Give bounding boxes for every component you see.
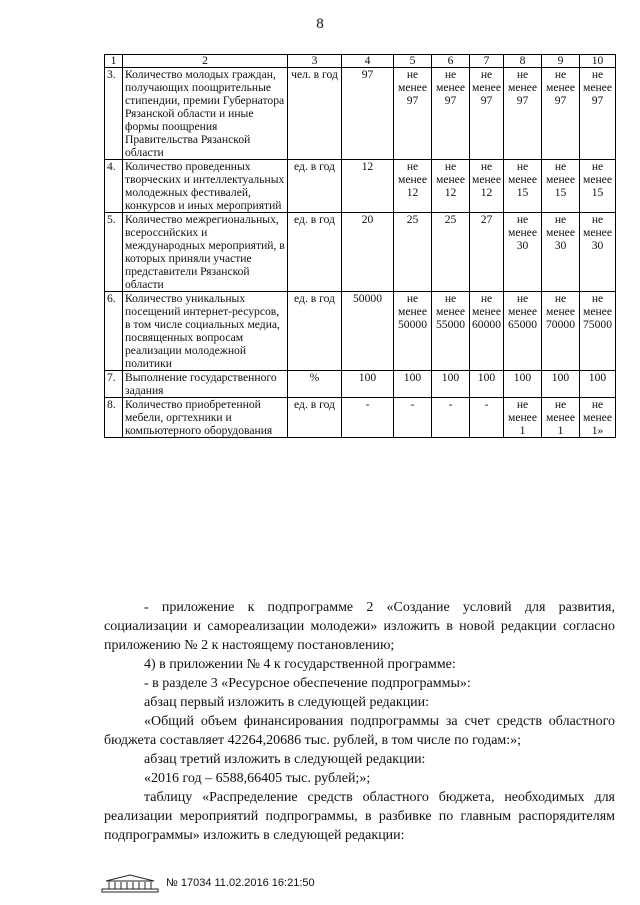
cell-n: 5. — [105, 213, 123, 292]
cell-c8: 100 — [504, 371, 542, 398]
cell-c10: не менее 97 — [580, 68, 616, 160]
cell-unit: ед. в год — [288, 292, 342, 371]
cell-c6: - — [432, 398, 470, 438]
cell-n: 7. — [105, 371, 123, 398]
cell-c6: не менее 97 — [432, 68, 470, 160]
cell-n: 3. — [105, 68, 123, 160]
table-row — [105, 398, 616, 438]
cell-c6: не менее 55000 — [432, 292, 470, 371]
cell-c8: не менее 97 — [504, 68, 542, 160]
cell-unit: ед. в год — [288, 160, 342, 213]
header-cell: 4 — [342, 55, 394, 68]
paragraph: «2016 год – 6588,66405 тыс. рублей;»; — [144, 771, 371, 786]
cell-name: Выполнение государственного задания — [123, 371, 288, 398]
table-row — [105, 292, 616, 371]
cell-c10: не менее 15 — [580, 160, 616, 213]
cell-n: 6. — [105, 292, 123, 371]
cell-c5: 100 — [394, 371, 432, 398]
cell-c5: 25 — [394, 213, 432, 292]
document-footer — [100, 872, 315, 894]
header-cell: 2 — [123, 55, 288, 68]
cell-unit: % — [288, 371, 342, 398]
cell-c7: не менее 97 — [470, 68, 504, 160]
cell-c7: 27 — [470, 213, 504, 292]
cell-c8: не менее 30 — [504, 213, 542, 292]
cell-n: 8. — [105, 398, 123, 438]
cell-c6: не менее 12 — [432, 160, 470, 213]
cell-unit: ед. в год — [288, 213, 342, 292]
cell-c9: 100 — [542, 371, 580, 398]
paragraph: - в разделе 3 «Ресурсное обеспечение подпрограммы»: — [144, 676, 471, 691]
cell-c6: 100 — [432, 371, 470, 398]
table-row — [105, 371, 616, 398]
cell-c8: не менее 15 — [504, 160, 542, 213]
cell-name: Количество проведенных творческих и интеллектуальных молодежных фестивалей, конкурсов и иных мероприятий — [123, 160, 288, 213]
paragraph: абзац третий изложить в следующей редакции: — [144, 752, 426, 767]
cell-unit: ед. в год — [288, 398, 342, 438]
indicators-table — [104, 54, 616, 438]
cell-c7: не менее 60000 — [470, 292, 504, 371]
cell-name: Количество межрегиональных, всероссийских и международных мероприятий, в которых приняли участие представители Рязанской области — [123, 213, 288, 292]
cell-c4: - — [342, 398, 394, 438]
header-cell: 10 — [580, 55, 616, 68]
table-row — [105, 213, 616, 292]
cell-c4: 100 — [342, 371, 394, 398]
cell-c10: не менее 30 — [580, 213, 616, 292]
header-cell: 8 — [504, 55, 542, 68]
cell-name: Количество приобретенной мебели, оргтехники и компьютерного оборудования — [123, 398, 288, 438]
cell-c5: не менее 97 — [394, 68, 432, 160]
page-number: 8 — [316, 16, 324, 32]
table-header-row — [105, 55, 616, 68]
registration-stamp: № 17034 11.02.2016 16:21:50 — [166, 877, 315, 889]
cell-c9: не менее 30 — [542, 213, 580, 292]
cell-c9: не менее 1 — [542, 398, 580, 438]
paragraph: «Общий объем финансирования подпрограммы за счет средств областного бюджета составляет 42264,20686 тыс. рублей, в том числе по годам:»; — [104, 714, 615, 748]
cell-c10: 100 — [580, 371, 616, 398]
header-cell: 5 — [394, 55, 432, 68]
paragraph: - приложение к подпрограмме 2 «Создание условий для развития, социализации и самореализации молодежи» изложить в новой редакции согласно приложению № 2 к настоящему постановлению; — [104, 600, 615, 653]
header-cell: 6 — [432, 55, 470, 68]
cell-c9: не менее 97 — [542, 68, 580, 160]
cell-c7: 100 — [470, 371, 504, 398]
cell-c5: - — [394, 398, 432, 438]
cell-name: Количество молодых граждан, получающих поощрительные стипендии, премии Губернатора Рязанской области и иные формы поощрения Правительства Рязанской области — [123, 68, 288, 160]
cell-c4: 12 — [342, 160, 394, 213]
cell-c5: не менее 50000 — [394, 292, 432, 371]
cell-c10: не менее 1» — [580, 398, 616, 438]
cell-c4: 97 — [342, 68, 394, 160]
cell-c9: не менее 15 — [542, 160, 580, 213]
paragraph: таблицу «Распределение средств областного бюджета, необходимых для реализации мероприятий подпрограммы, в разбивке по главным распорядителям подпрограммы» изложить в следующей редакции: — [104, 790, 615, 843]
cell-c5: не менее 12 — [394, 160, 432, 213]
cell-c8: не менее 65000 — [504, 292, 542, 371]
cell-c10: не менее 75000 — [580, 292, 616, 371]
table-row — [105, 68, 616, 160]
cell-c6: 25 — [432, 213, 470, 292]
government-building-icon — [100, 872, 160, 894]
header-cell: 9 — [542, 55, 580, 68]
cell-c4: 50000 — [342, 292, 394, 371]
paragraph: 4) в приложении № 4 к государственной программе: — [144, 657, 456, 672]
cell-name: Количество уникальных посещений интернет-ресурсов, в том числе социальных медиа, посвященных вопросам реализации молодежной политики — [123, 292, 288, 371]
paragraph: абзац первый изложить в следующей редакции: — [144, 695, 430, 710]
cell-c9: не менее 70000 — [542, 292, 580, 371]
cell-n: 4. — [105, 160, 123, 213]
cell-c4: 20 — [342, 213, 394, 292]
header-cell: 1 — [105, 55, 123, 68]
cell-c8: не менее 1 — [504, 398, 542, 438]
body-text — [104, 598, 615, 845]
header-cell: 7 — [470, 55, 504, 68]
header-cell: 3 — [288, 55, 342, 68]
cell-c7: не менее 12 — [470, 160, 504, 213]
table-row — [105, 160, 616, 213]
cell-unit: чел. в год — [288, 68, 342, 160]
cell-c7: - — [470, 398, 504, 438]
